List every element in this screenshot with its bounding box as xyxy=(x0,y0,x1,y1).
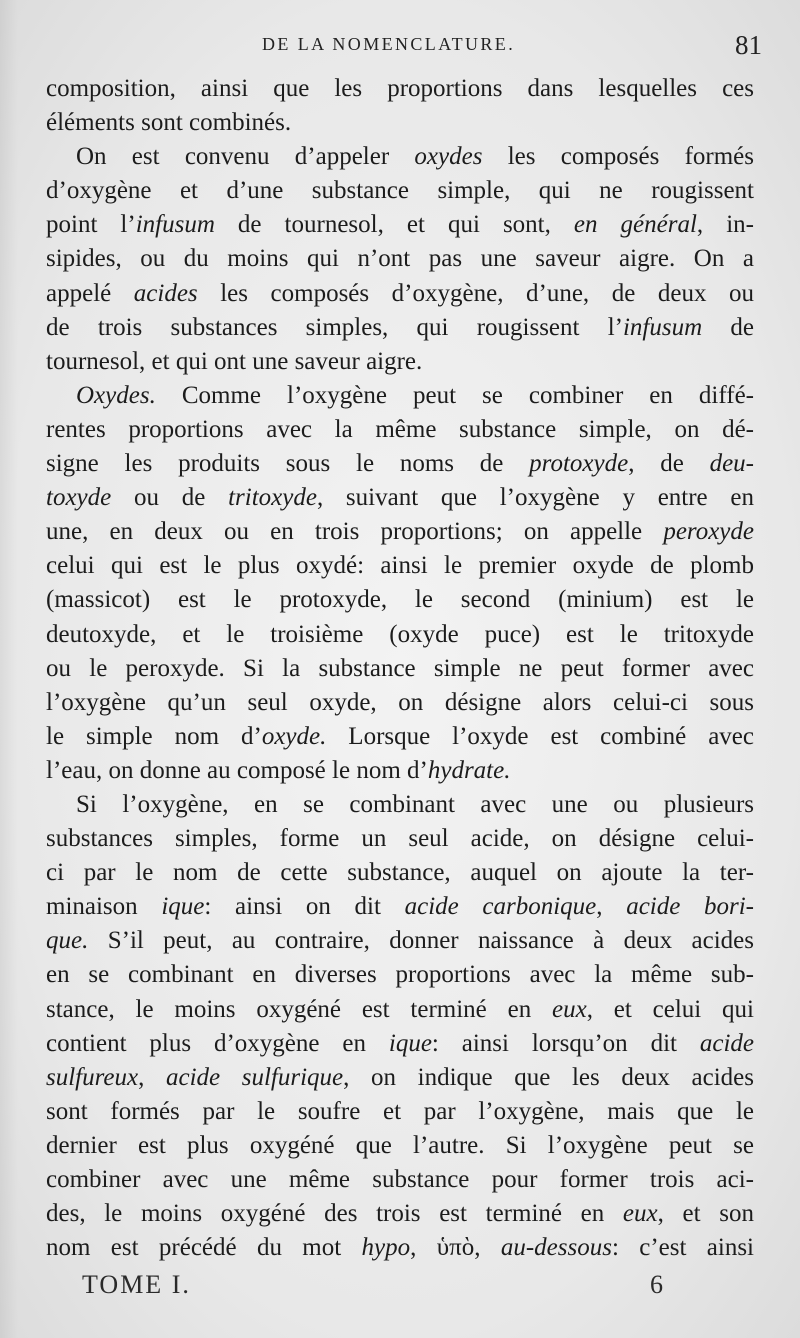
text-run: des, le moins oxygéné des trois est terminé en xyxy=(46,1200,623,1228)
text-line xyxy=(46,618,754,652)
text-line xyxy=(46,686,754,720)
text-run: nom est précédé du mot xyxy=(46,1234,362,1262)
italic-term: hydrate. xyxy=(427,756,511,784)
text-run: de tournesol, et qui sont, xyxy=(214,211,574,239)
text-run: Comme l’oxygène peut se combiner en diffé- xyxy=(155,381,754,409)
signature-number: 6 xyxy=(650,1270,663,1299)
text-line xyxy=(46,413,754,447)
text-run: ou de xyxy=(111,484,229,512)
italic-term: au-dessous xyxy=(500,1234,612,1262)
text-run: sipides, ou du moins qui n’ont pas une saveur aigre. On a xyxy=(46,245,754,273)
text-run: , on indique que les deux acides xyxy=(343,1063,755,1091)
italic-term: oxydes xyxy=(414,143,483,171)
body-text xyxy=(46,72,754,1265)
running-title: DE LA NOMENCLATURE. xyxy=(262,34,516,54)
italic-term: ique xyxy=(161,893,205,921)
text-run: les composés formés xyxy=(482,143,754,171)
text-run: les composés d’oxygène, d’une, de deux ou xyxy=(197,279,755,307)
text-line xyxy=(46,72,754,106)
text-line xyxy=(46,242,754,276)
text-run: S’il peut, au contraire, donner naissance à deux acides xyxy=(88,927,754,955)
text-line xyxy=(46,720,754,754)
text-run: une, en deux ou en trois proportions; on appelle xyxy=(46,518,664,546)
italic-term: protoxyde xyxy=(529,450,629,478)
text-line xyxy=(46,1027,754,1061)
text-line xyxy=(46,1129,754,1163)
text-line xyxy=(46,652,754,686)
italic-term: acides xyxy=(133,279,198,307)
text-run: composition, ainsi que les proportions dans lesquelles ces xyxy=(46,75,754,102)
text-line xyxy=(46,447,754,481)
text-run: : ainsi lorsqu’on dit xyxy=(431,1029,700,1057)
text-run: éléments sont combinés. xyxy=(46,109,292,137)
text-run: point l’ xyxy=(46,211,136,239)
text-run: , xyxy=(138,1063,166,1091)
italic-term: acide bori- xyxy=(626,893,754,921)
text-line xyxy=(46,208,754,242)
text-run: rentes proportions avec la même substance simple, on dé- xyxy=(46,415,754,443)
text-line xyxy=(46,856,754,890)
text-line xyxy=(46,924,754,958)
italic-term: eux xyxy=(552,995,587,1023)
italic-term: en général xyxy=(573,211,697,239)
text-run: tournesol, et qui ont une saveur aigre. xyxy=(46,347,423,375)
text-run: Lorsque l’oxyde est combiné avec xyxy=(326,722,754,750)
text-run: stance, le moins oxygéné est terminé en xyxy=(46,995,553,1023)
text-line xyxy=(46,1231,754,1265)
text-run: , in- xyxy=(696,211,754,239)
text-run: en se combinant en diverses proportions avec la même sub- xyxy=(46,961,754,989)
text-run: : c’est ainsi xyxy=(611,1234,754,1262)
text-line xyxy=(46,549,754,583)
text-line xyxy=(46,1163,754,1197)
text-run: sont formés par le soufre et par l’oxygène, mais que le xyxy=(46,1097,754,1125)
italic-term: peroxyde xyxy=(663,518,754,546)
italic-term: infusum xyxy=(622,313,703,341)
text-line xyxy=(46,1095,754,1129)
text-run: , ὑπὸ, xyxy=(410,1234,501,1262)
text-line xyxy=(46,1061,754,1095)
italic-term: toxyde xyxy=(46,484,112,512)
text-run: , et celui qui xyxy=(586,995,754,1023)
text-run: , xyxy=(596,893,627,921)
text-line xyxy=(46,890,754,924)
page-header xyxy=(0,30,800,62)
text-run: , de xyxy=(628,450,710,478)
italic-term: acide xyxy=(699,1029,754,1057)
italic-term: eux xyxy=(622,1200,658,1228)
text-line xyxy=(46,515,754,549)
italic-term: tritoxyde xyxy=(228,484,317,512)
page-gutter-shadow xyxy=(0,0,18,1338)
page-footer xyxy=(0,1270,800,1310)
text-line xyxy=(46,140,754,174)
text-run: l’eau, on donne au composé le nom d’ xyxy=(46,756,428,784)
italic-term: Oxydes. xyxy=(76,381,156,409)
text-line xyxy=(46,311,754,345)
text-line xyxy=(46,788,754,822)
text-run: de xyxy=(702,313,754,341)
text-line xyxy=(46,958,754,992)
text-run: dernier est plus oxygéné que l’autre. Si l’oxygène peut se xyxy=(46,1131,754,1159)
text-line xyxy=(46,106,754,140)
text-run: (massicot) est le protoxyde, le second (minium) est le xyxy=(46,586,754,614)
italic-term: oxyde. xyxy=(261,722,327,750)
text-run: substances simples, forme un seul acide, on désigne celui- xyxy=(46,825,754,853)
text-run: minaison xyxy=(46,893,162,921)
text-run: l’oxygène qu’un seul oxyde, on désigne alors celui-ci sous xyxy=(46,688,754,716)
text-run: le simple nom d’ xyxy=(46,722,262,750)
text-line xyxy=(46,754,754,788)
text-line xyxy=(46,174,754,208)
italic-term: infusum xyxy=(135,211,215,239)
text-line xyxy=(46,1197,754,1231)
text-run: appelé xyxy=(46,279,134,307)
italic-term: que. xyxy=(46,927,89,955)
text-line xyxy=(46,822,754,856)
text-run: combiner avec une même substance pour former trois aci- xyxy=(46,1166,754,1193)
italic-term: acide carbonique xyxy=(404,893,597,921)
text-run: d’oxygène et d’une substance simple, qui ne rougissent xyxy=(46,177,754,205)
text-run: Si l’oxygène, en se combinant avec une ou plusieurs xyxy=(76,790,754,818)
text-line xyxy=(46,345,754,379)
text-line xyxy=(46,993,754,1027)
italic-term: acide sulfurique xyxy=(166,1063,344,1091)
text-run: de trois substances simples, qui rougissent l’ xyxy=(46,313,623,341)
text-run: On est convenu d’appeler xyxy=(76,143,415,171)
text-line xyxy=(46,481,754,515)
text-run: celui qui est le plus oxydé: ainsi le premier oxyde de plomb xyxy=(46,552,754,580)
text-run: , et son xyxy=(657,1200,754,1228)
italic-term: hypo xyxy=(361,1234,411,1262)
volume-signature: TOME I. xyxy=(82,1270,191,1299)
text-line xyxy=(46,379,754,413)
text-run: contient plus d’oxygène en xyxy=(46,1029,389,1057)
italic-term: sulfureux xyxy=(46,1063,139,1091)
text-run: , suivant que l’oxygène y entre en xyxy=(316,484,754,512)
italic-term: deu- xyxy=(709,450,754,478)
italic-term: ique xyxy=(388,1029,432,1057)
text-run: signe les produits sous le noms de xyxy=(46,450,530,478)
text-line xyxy=(46,583,754,617)
text-run: ou le peroxyde. Si la substance simple ne peut former avec xyxy=(46,654,754,682)
text-run: : ainsi on dit xyxy=(204,893,405,921)
text-run: ci par le nom de cette substance, auquel on ajoute la ter- xyxy=(46,859,754,887)
page-number: 81 xyxy=(735,30,762,60)
text-line xyxy=(46,277,754,311)
text-run: deutoxyde, et le troisième (oxyde puce) est le tritoxyde xyxy=(46,620,754,648)
